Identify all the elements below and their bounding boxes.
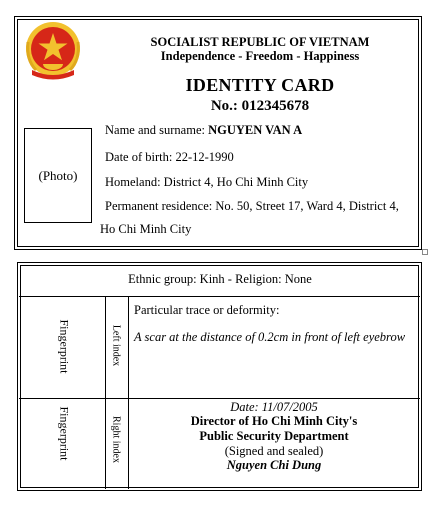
homeland: Homeland: District 4, Ho Chi Minh City bbox=[105, 175, 309, 189]
resize-handle[interactable] bbox=[422, 249, 428, 255]
trace-label: Particular trace or deformity: bbox=[134, 303, 280, 317]
divider-middle bbox=[19, 398, 420, 399]
signer-name: Nguyen Chi Dung bbox=[226, 458, 322, 472]
director-title-line1: Director of Ho Chi Minh City's bbox=[190, 414, 358, 428]
photo-placeholder bbox=[24, 128, 92, 223]
date-of-birth: Date of birth: 22-12-1990 bbox=[105, 150, 234, 164]
name-field bbox=[105, 123, 302, 138]
right-index-label: Right index bbox=[110, 416, 122, 463]
divider-col2 bbox=[128, 296, 129, 489]
name-label: Name and surname: bbox=[105, 123, 205, 137]
fingerprint-label-bottom: Fingerprint bbox=[57, 406, 72, 461]
card-title: IDENTITY CARD bbox=[185, 75, 335, 95]
fingerprint-label-top: Fingerprint bbox=[57, 319, 72, 374]
photo-label: (Photo) bbox=[38, 167, 78, 183]
permanent-residence-line2: Ho Chi Minh City bbox=[100, 222, 192, 236]
permanent-residence-line1: Permanent residence: No. 50, Street 17, Ward 4, District 4, bbox=[105, 199, 399, 213]
signed-sealed-note: (Signed and sealed) bbox=[224, 444, 324, 458]
ethnic-religion: Ethnic group: Kinh - Religion: None bbox=[128, 272, 312, 286]
card-number: No.: 012345678 bbox=[210, 98, 310, 114]
national-emblem-icon bbox=[22, 20, 84, 82]
trace-text: A scar at the distance of 0.2cm in front of left eyebrow bbox=[134, 330, 406, 344]
left-index-label: Left index bbox=[110, 324, 122, 367]
director-title-line2: Public Security Department bbox=[199, 429, 349, 443]
name-value: NGUYEN VAN A bbox=[208, 123, 303, 137]
divider-col1 bbox=[105, 296, 106, 489]
issue-date: Date: 11/07/2005 bbox=[230, 400, 318, 414]
divider-top bbox=[19, 296, 420, 297]
motto: Independence - Freedom - Happiness bbox=[160, 49, 360, 63]
country-heading: SOCIALIST REPUBLIC OF VIETNAM bbox=[150, 35, 370, 49]
